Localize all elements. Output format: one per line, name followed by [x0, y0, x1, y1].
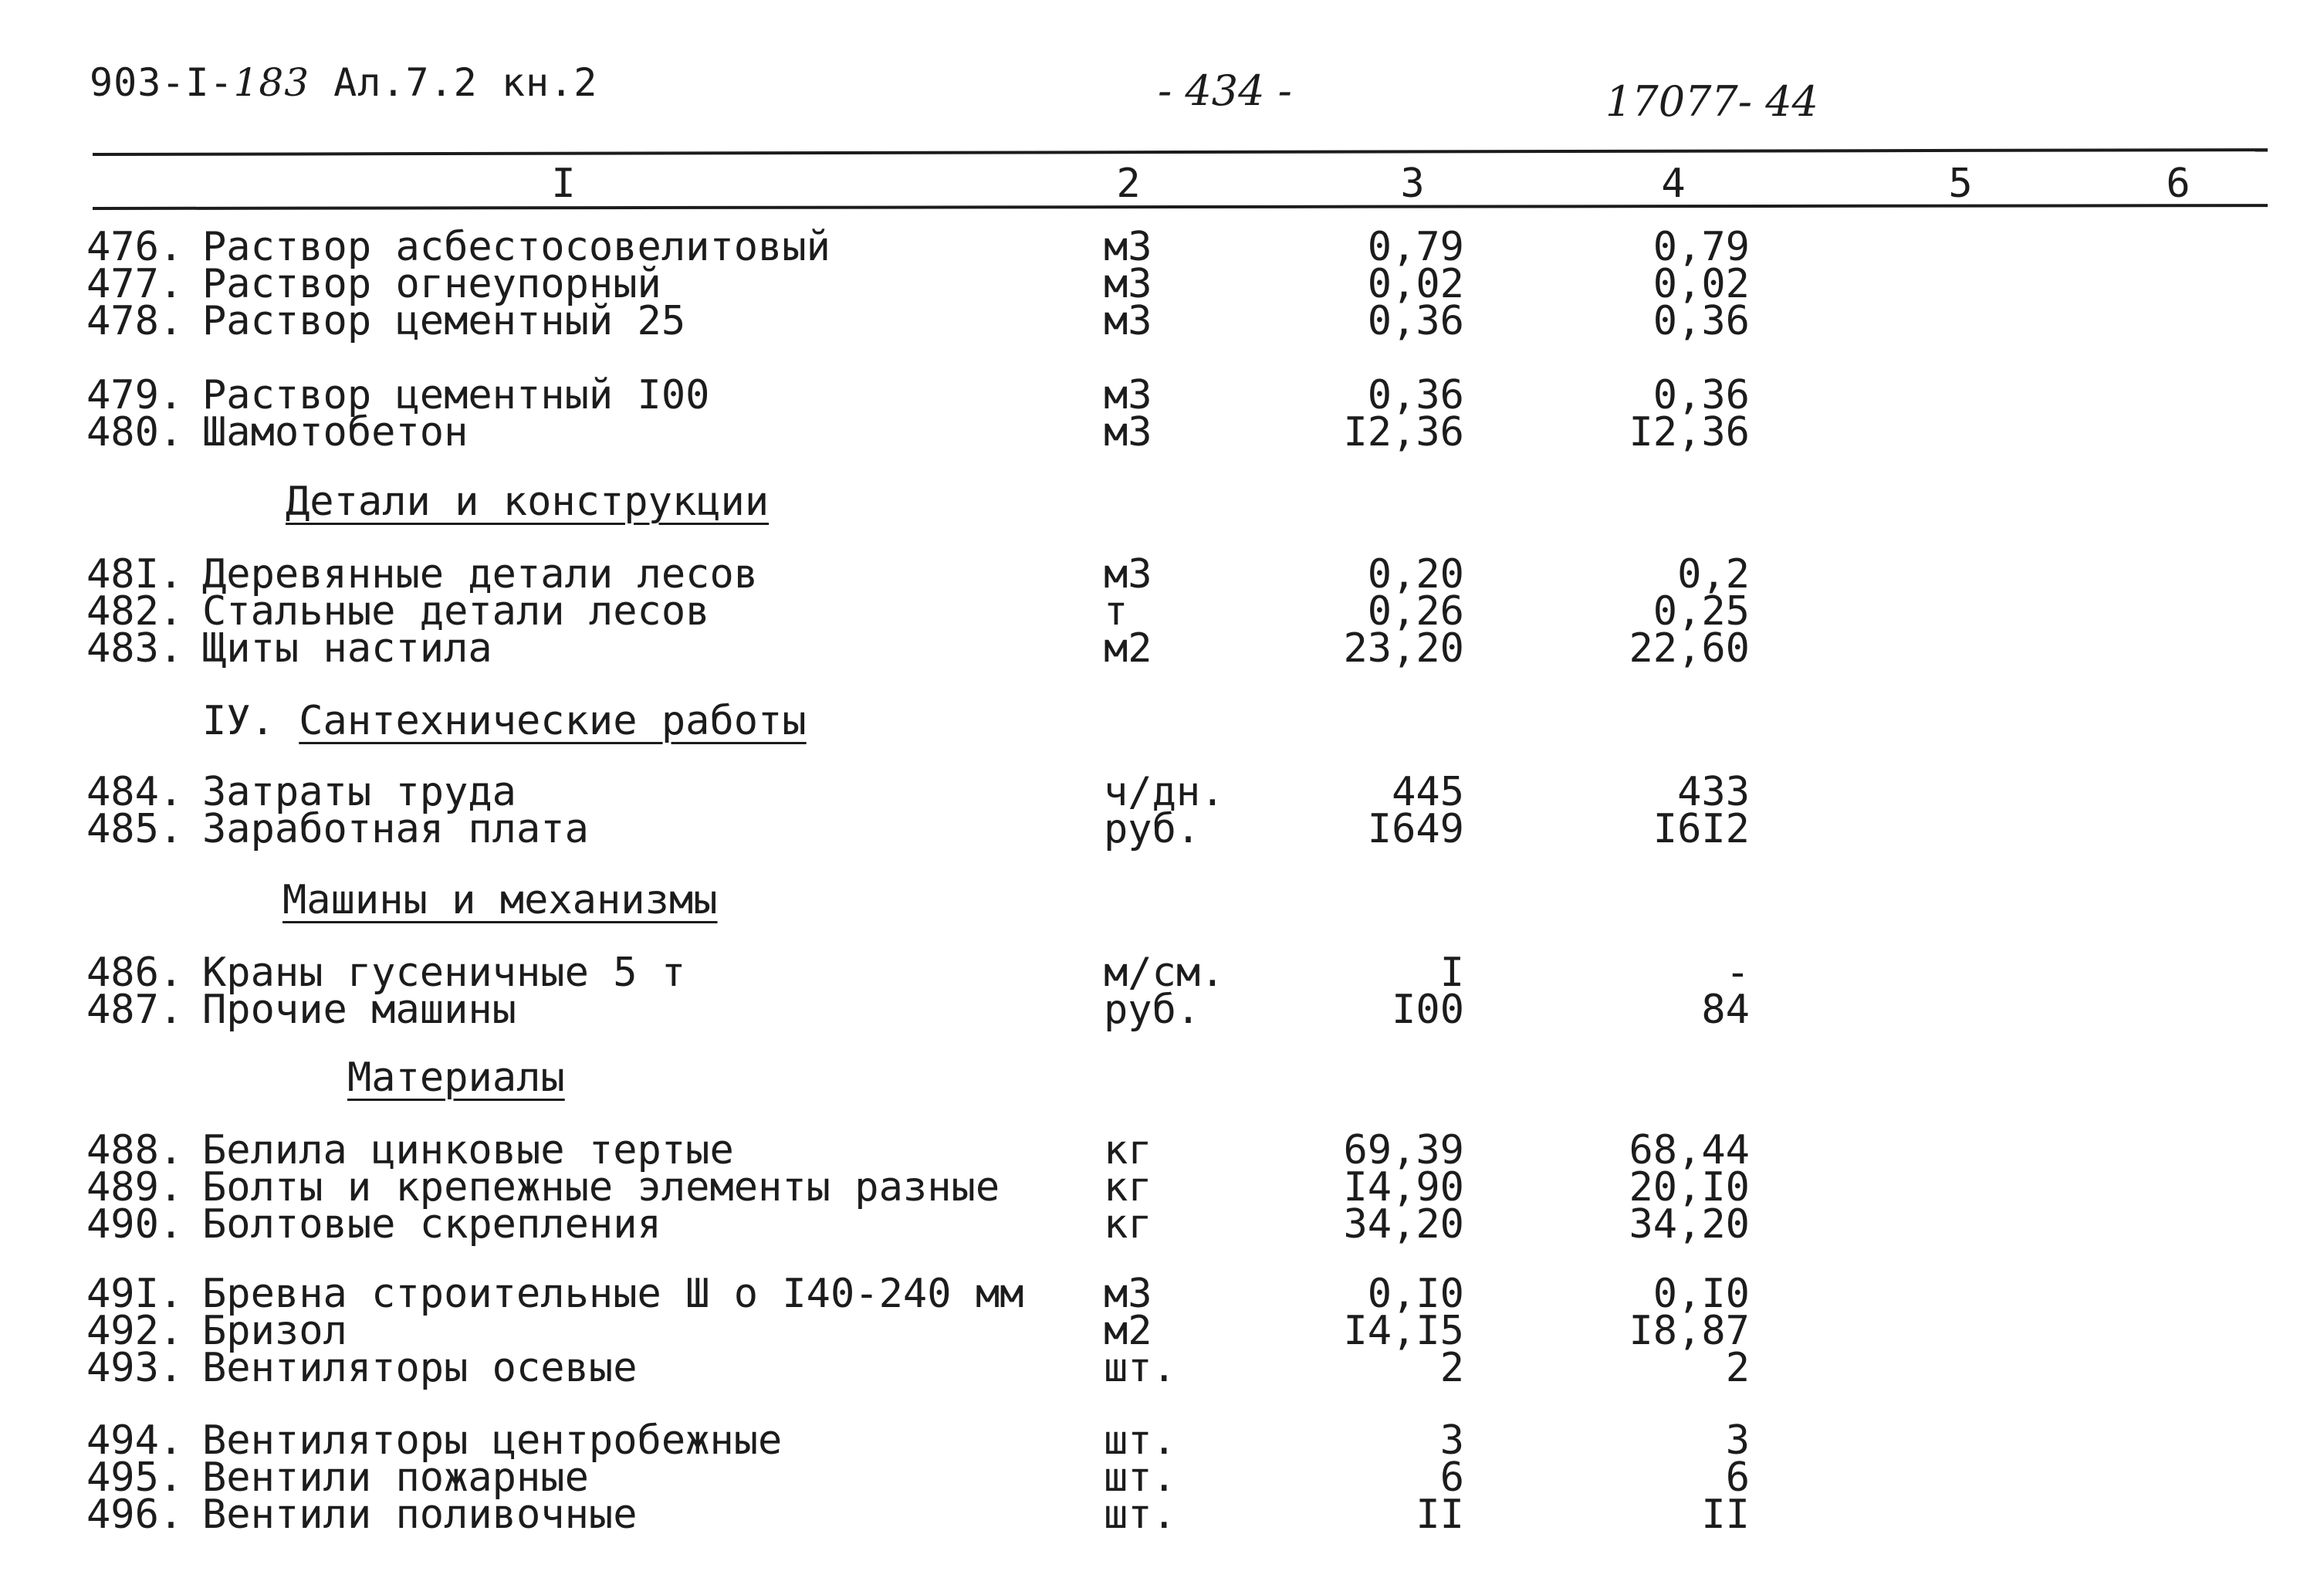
row-name: Бризол — [202, 1308, 347, 1354]
section-heading-details: Детали и конструкции — [286, 479, 770, 525]
section-prefix: IУ. — [202, 698, 275, 744]
row-number: 477. — [86, 261, 184, 307]
row-name: Щиты настила — [202, 625, 492, 672]
row-value-3: 0,79 — [1367, 224, 1464, 270]
row-value-4: 20,I0 — [1629, 1164, 1750, 1211]
table-row — [0, 224, 2324, 270]
row-unit: м2 — [1104, 625, 1152, 672]
row-number: 494. — [86, 1417, 184, 1464]
document-code-handwritten: 183 — [233, 60, 310, 105]
row-name: Прочие машины — [202, 987, 516, 1033]
row-value-4: 0,I0 — [1653, 1271, 1750, 1317]
table-row — [0, 588, 2324, 635]
table-row — [0, 1201, 2324, 1248]
row-unit: м3 — [1104, 261, 1152, 307]
row-name: Болтовые скрепления — [202, 1201, 661, 1248]
row-unit: м3 — [1104, 224, 1152, 270]
table-top-rule — [93, 148, 2268, 156]
row-number: 493. — [86, 1345, 184, 1391]
section-heading-plumbing: IУ. Сантехнические работы — [202, 698, 807, 744]
row-name: Вентили поливочные — [202, 1492, 638, 1538]
row-value-3: 34,20 — [1343, 1201, 1464, 1248]
row-unit: шт. — [1104, 1417, 1176, 1464]
row-unit: кг — [1104, 1127, 1152, 1173]
table-row — [0, 1345, 2324, 1391]
table-row — [0, 625, 2324, 672]
row-unit: руб. — [1104, 806, 1201, 852]
row-name: Деревянные детали лесов — [202, 551, 759, 598]
row-value-3: 0,26 — [1367, 588, 1464, 635]
document-code-prefix: 903-I- — [90, 60, 234, 105]
row-name: Болты и крепежные элементы разные — [202, 1164, 1000, 1211]
row-name: Шамотобетон — [202, 409, 469, 455]
row-number: 484. — [86, 769, 184, 815]
row-name: Вентили пожарные — [202, 1454, 589, 1501]
row-unit: кг — [1104, 1164, 1152, 1211]
row-value-4: 34,20 — [1629, 1201, 1750, 1248]
row-value-4: 0,36 — [1653, 298, 1750, 344]
row-value-4: 3 — [1725, 1417, 1750, 1464]
row-number: 49I. — [86, 1271, 184, 1317]
row-unit: шт. — [1104, 1492, 1176, 1538]
table-row — [0, 1454, 2324, 1501]
row-number: 476. — [86, 224, 184, 270]
row-value-4: 0,36 — [1653, 372, 1750, 418]
row-value-4: I6I2 — [1653, 806, 1750, 852]
row-value-4: I2,36 — [1629, 409, 1750, 455]
row-number: 479. — [86, 372, 184, 418]
row-value-3: II — [1416, 1492, 1464, 1538]
column-header-3: 3 — [1400, 161, 1425, 207]
table-row — [0, 950, 2324, 996]
row-name: Белила цинковые тертые — [202, 1127, 734, 1173]
row-value-3: 0,I0 — [1367, 1271, 1464, 1317]
row-number: 486. — [86, 950, 184, 996]
row-name: Затраты труда — [202, 769, 516, 815]
row-unit: руб. — [1104, 987, 1201, 1033]
table-row — [0, 1127, 2324, 1173]
column-header-5: 5 — [1948, 161, 1973, 207]
row-value-4: 68,44 — [1629, 1127, 1750, 1173]
row-value-4: 0,02 — [1653, 261, 1750, 307]
row-value-4: - — [1725, 950, 1750, 996]
row-value-3: I00 — [1392, 987, 1464, 1033]
row-number: 485. — [86, 806, 184, 852]
table-row — [0, 806, 2324, 852]
column-header-2: 2 — [1116, 161, 1141, 207]
row-number: 487. — [86, 987, 184, 1033]
archive-number: 17077- 44 — [1605, 77, 1818, 126]
table-row — [0, 1271, 2324, 1317]
document-code-suffix: Ал.7.2 кн.2 — [310, 60, 598, 105]
row-value-3: 23,20 — [1343, 625, 1464, 672]
row-name: Вентиляторы центробежные — [202, 1417, 783, 1464]
table-row — [0, 1308, 2324, 1354]
row-value-3: 6 — [1439, 1454, 1464, 1501]
table-row — [0, 372, 2324, 418]
section-heading-machines: Машины и механизмы — [282, 877, 718, 923]
row-number: 490. — [86, 1201, 184, 1248]
row-name: Краны гусеничные 5 т — [202, 950, 686, 996]
row-value-3: I4,I5 — [1343, 1308, 1464, 1354]
row-value-3: I — [1439, 950, 1464, 996]
row-value-4: I8,87 — [1629, 1308, 1750, 1354]
document-code — [90, 60, 597, 105]
row-number: 48I. — [86, 551, 184, 598]
row-value-3: I4,90 — [1343, 1164, 1464, 1211]
table-row — [0, 261, 2324, 307]
row-name: Раствор цементный I00 — [202, 372, 710, 418]
table-row — [0, 298, 2324, 344]
row-value-4: 6 — [1725, 1454, 1750, 1501]
row-value-4: 0,79 — [1653, 224, 1750, 270]
table-row — [0, 987, 2324, 1033]
row-number: 488. — [86, 1127, 184, 1173]
table-row — [0, 769, 2324, 815]
row-unit: т — [1104, 588, 1128, 635]
row-unit: шт. — [1104, 1454, 1176, 1501]
row-value-4: 433 — [1677, 769, 1750, 815]
table-row — [0, 1417, 2324, 1464]
row-value-3: 0,20 — [1367, 551, 1464, 598]
row-value-3: 69,39 — [1343, 1127, 1464, 1173]
row-unit: ч/дн. — [1104, 769, 1225, 815]
row-unit: м3 — [1104, 298, 1152, 344]
table-row — [0, 1492, 2324, 1538]
row-unit: кг — [1104, 1201, 1152, 1248]
row-value-3: I2,36 — [1343, 409, 1464, 455]
row-name: Стальные детали лесов — [202, 588, 710, 635]
row-value-4: 22,60 — [1629, 625, 1750, 672]
row-name: Раствор огнеупорный — [202, 261, 661, 307]
row-number: 480. — [86, 409, 184, 455]
row-value-4: 2 — [1725, 1345, 1750, 1391]
row-unit: м/см. — [1104, 950, 1225, 996]
row-unit: м3 — [1104, 372, 1152, 418]
column-header-6: 6 — [2166, 161, 2190, 207]
row-number: 492. — [86, 1308, 184, 1354]
row-name: Раствор асбестосовелитовый — [202, 224, 830, 270]
column-header-1: I — [551, 161, 576, 207]
row-value-3: 0,36 — [1367, 298, 1464, 344]
row-value-3: 2 — [1439, 1345, 1464, 1391]
table-header-rule — [93, 204, 2268, 210]
row-value-3: 0,02 — [1367, 261, 1464, 307]
row-name: Раствор цементный 25 — [202, 298, 686, 344]
row-value-3: 3 — [1439, 1417, 1464, 1464]
row-name: Бревна строительные Ш о I40-240 мм — [202, 1271, 1024, 1317]
row-unit: м3 — [1104, 1271, 1152, 1317]
row-value-3: 445 — [1392, 769, 1464, 815]
row-number: 495. — [86, 1454, 184, 1501]
table-row — [0, 551, 2324, 598]
section-heading-materials: Материалы — [347, 1055, 565, 1101]
row-unit: м3 — [1104, 409, 1152, 455]
row-number: 482. — [86, 588, 184, 635]
table-row — [0, 1164, 2324, 1211]
page-number: - 434 - — [1158, 66, 1292, 115]
row-unit: шт. — [1104, 1345, 1176, 1391]
table-row — [0, 409, 2324, 455]
row-unit: м2 — [1104, 1308, 1152, 1354]
row-number: 489. — [86, 1164, 184, 1211]
row-name: Вентиляторы осевые — [202, 1345, 638, 1391]
row-value-4: 0,2 — [1677, 551, 1750, 598]
row-value-4: II — [1701, 1492, 1750, 1538]
row-unit: м3 — [1104, 551, 1152, 598]
column-header-4: 4 — [1661, 161, 1686, 207]
row-number: 483. — [86, 625, 184, 672]
row-value-4: 84 — [1701, 987, 1750, 1033]
row-value-4: 0,25 — [1653, 588, 1750, 635]
row-number: 478. — [86, 298, 184, 344]
row-value-3: I649 — [1367, 806, 1464, 852]
row-number: 496. — [86, 1492, 184, 1538]
row-name: Заработная плата — [202, 806, 589, 852]
row-value-3: 0,36 — [1367, 372, 1464, 418]
